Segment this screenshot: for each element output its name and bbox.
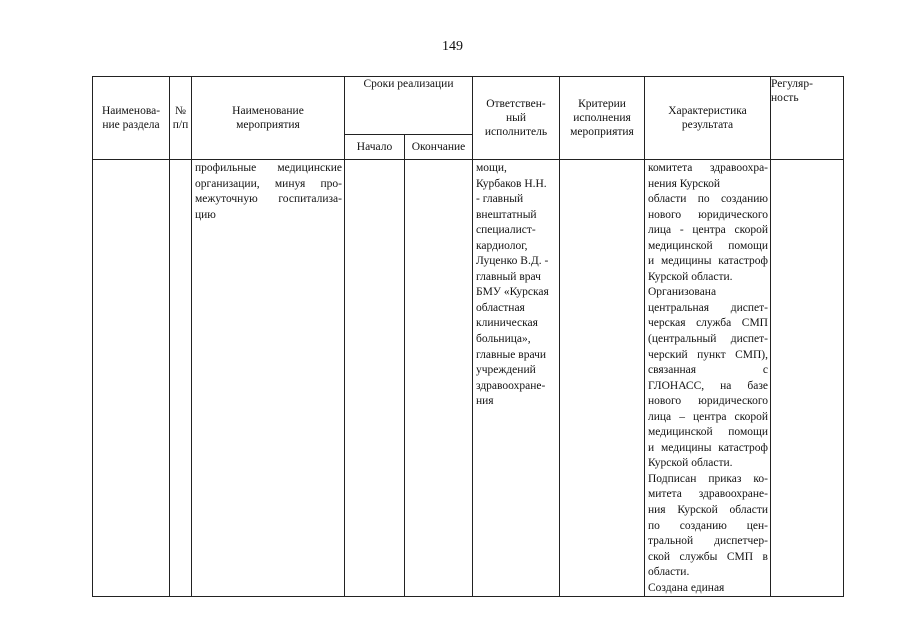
- event-name-line: цию: [195, 208, 216, 221]
- result-line: ния Курской области: [648, 504, 768, 517]
- event-name-line: профильные медицинские: [195, 162, 342, 174]
- responsible-line: клиническая: [476, 317, 538, 330]
- cell-end: [405, 160, 473, 597]
- responsible-line: больница»,: [476, 333, 531, 346]
- result-line: нового юридического: [648, 208, 768, 221]
- cell-event-name: [192, 160, 345, 597]
- result-line: нения Курской: [648, 177, 721, 190]
- result-line: связанная с: [648, 364, 768, 377]
- header-number-text: № п/п: [172, 105, 189, 131]
- responsible-line: ния: [476, 395, 494, 408]
- result-line: митета здравоохране-: [648, 488, 768, 501]
- header-criteria-text: Критерии исполнения мероприятия: [570, 98, 634, 138]
- result-line: лица - центра скорой: [648, 224, 768, 237]
- responsible-line: главный врач: [476, 270, 541, 283]
- result-line: области по созданию: [648, 193, 768, 206]
- result-line: и медицины катастроф: [648, 441, 768, 454]
- responsible-line: внештатный: [476, 208, 537, 221]
- result-text: [645, 160, 770, 596]
- result-line: (центральный диспет-: [648, 333, 768, 346]
- result-line: черская служба СМП: [648, 317, 768, 330]
- cell-number: [170, 160, 192, 597]
- result-line: Организована: [648, 286, 717, 299]
- result-line: тральной диспетчер-: [648, 535, 768, 548]
- responsible-line: главные врачи: [476, 348, 547, 361]
- result-line: Курской области.: [648, 270, 733, 283]
- header-number: [170, 77, 192, 160]
- header-responsible-text: Ответствен- ный исполнитель: [484, 98, 548, 138]
- document-table: [92, 76, 844, 597]
- responsible-line: Курбаков Н.Н.: [476, 177, 547, 190]
- result-line: нового юридического: [648, 395, 768, 408]
- cell-section-name: [93, 160, 170, 597]
- header-result: [645, 77, 771, 160]
- header-regularity: [771, 77, 844, 160]
- cell-criteria: [560, 160, 645, 597]
- event-name-text: [192, 160, 344, 223]
- result-line: ской службы СМП в: [648, 550, 768, 563]
- header-start: [345, 135, 405, 160]
- table-row: [93, 160, 844, 597]
- page-number: 149: [442, 39, 463, 54]
- header-event-name: [192, 77, 345, 160]
- header-section-name: [93, 77, 170, 160]
- responsible-line: кардиолог,: [476, 239, 528, 252]
- header-end-text: Окончание: [411, 141, 466, 153]
- result-line: Курской области.: [648, 457, 733, 470]
- responsible-line: учреждений: [476, 364, 536, 377]
- responsible-line: здравоохране-: [476, 379, 546, 392]
- result-line: медицинской помощи: [648, 239, 768, 252]
- result-line: Подписан приказ ко-: [648, 472, 768, 485]
- cell-regularity: [771, 160, 844, 597]
- result-line: и медицины катастроф: [648, 255, 768, 268]
- responsible-line: областная: [476, 301, 525, 314]
- header-result-text: Характеристика результата: [668, 105, 747, 131]
- responsible-line: - главный: [476, 193, 524, 206]
- event-name-line: межуточную госпитализа-: [195, 193, 342, 206]
- header-responsible: [473, 77, 560, 160]
- header-end: [405, 135, 473, 160]
- result-line: медицинской помощи: [648, 426, 768, 439]
- responsible-line: Луценко В.Д. -: [476, 255, 549, 268]
- result-line: области.: [648, 566, 690, 579]
- result-line: ГЛОНАСС, на базе: [648, 379, 768, 392]
- result-line: Создана единая: [648, 581, 725, 594]
- header-criteria: [560, 77, 645, 160]
- result-line: черский пункт СМП),: [648, 348, 768, 361]
- cell-result: [645, 160, 771, 597]
- cell-responsible: [473, 160, 560, 597]
- result-line: комитета здравоохра-: [648, 162, 768, 174]
- result-line: центральная диспет-: [648, 301, 768, 314]
- responsible-line: специалист-: [476, 224, 536, 237]
- cell-start: [345, 160, 405, 597]
- result-line: по созданию цен-: [648, 519, 768, 532]
- header-regularity-text: Регуляр- ность: [771, 78, 813, 104]
- responsible-line: мощи,: [476, 162, 507, 174]
- header-timing-text: Сроки реализации: [363, 78, 454, 90]
- header-event-name-text: Наименование мероприятия: [232, 105, 304, 131]
- result-line: лица – центра скорой: [648, 410, 768, 423]
- event-name-line: организации, минуя про-: [195, 177, 342, 190]
- header-section-name-text: Наименова- ние раздела: [101, 105, 161, 131]
- responsible-text: [473, 160, 559, 410]
- responsible-line: БМУ «Курская: [476, 286, 549, 299]
- header-timing: [345, 77, 473, 135]
- header-start-text: Начало: [356, 141, 393, 153]
